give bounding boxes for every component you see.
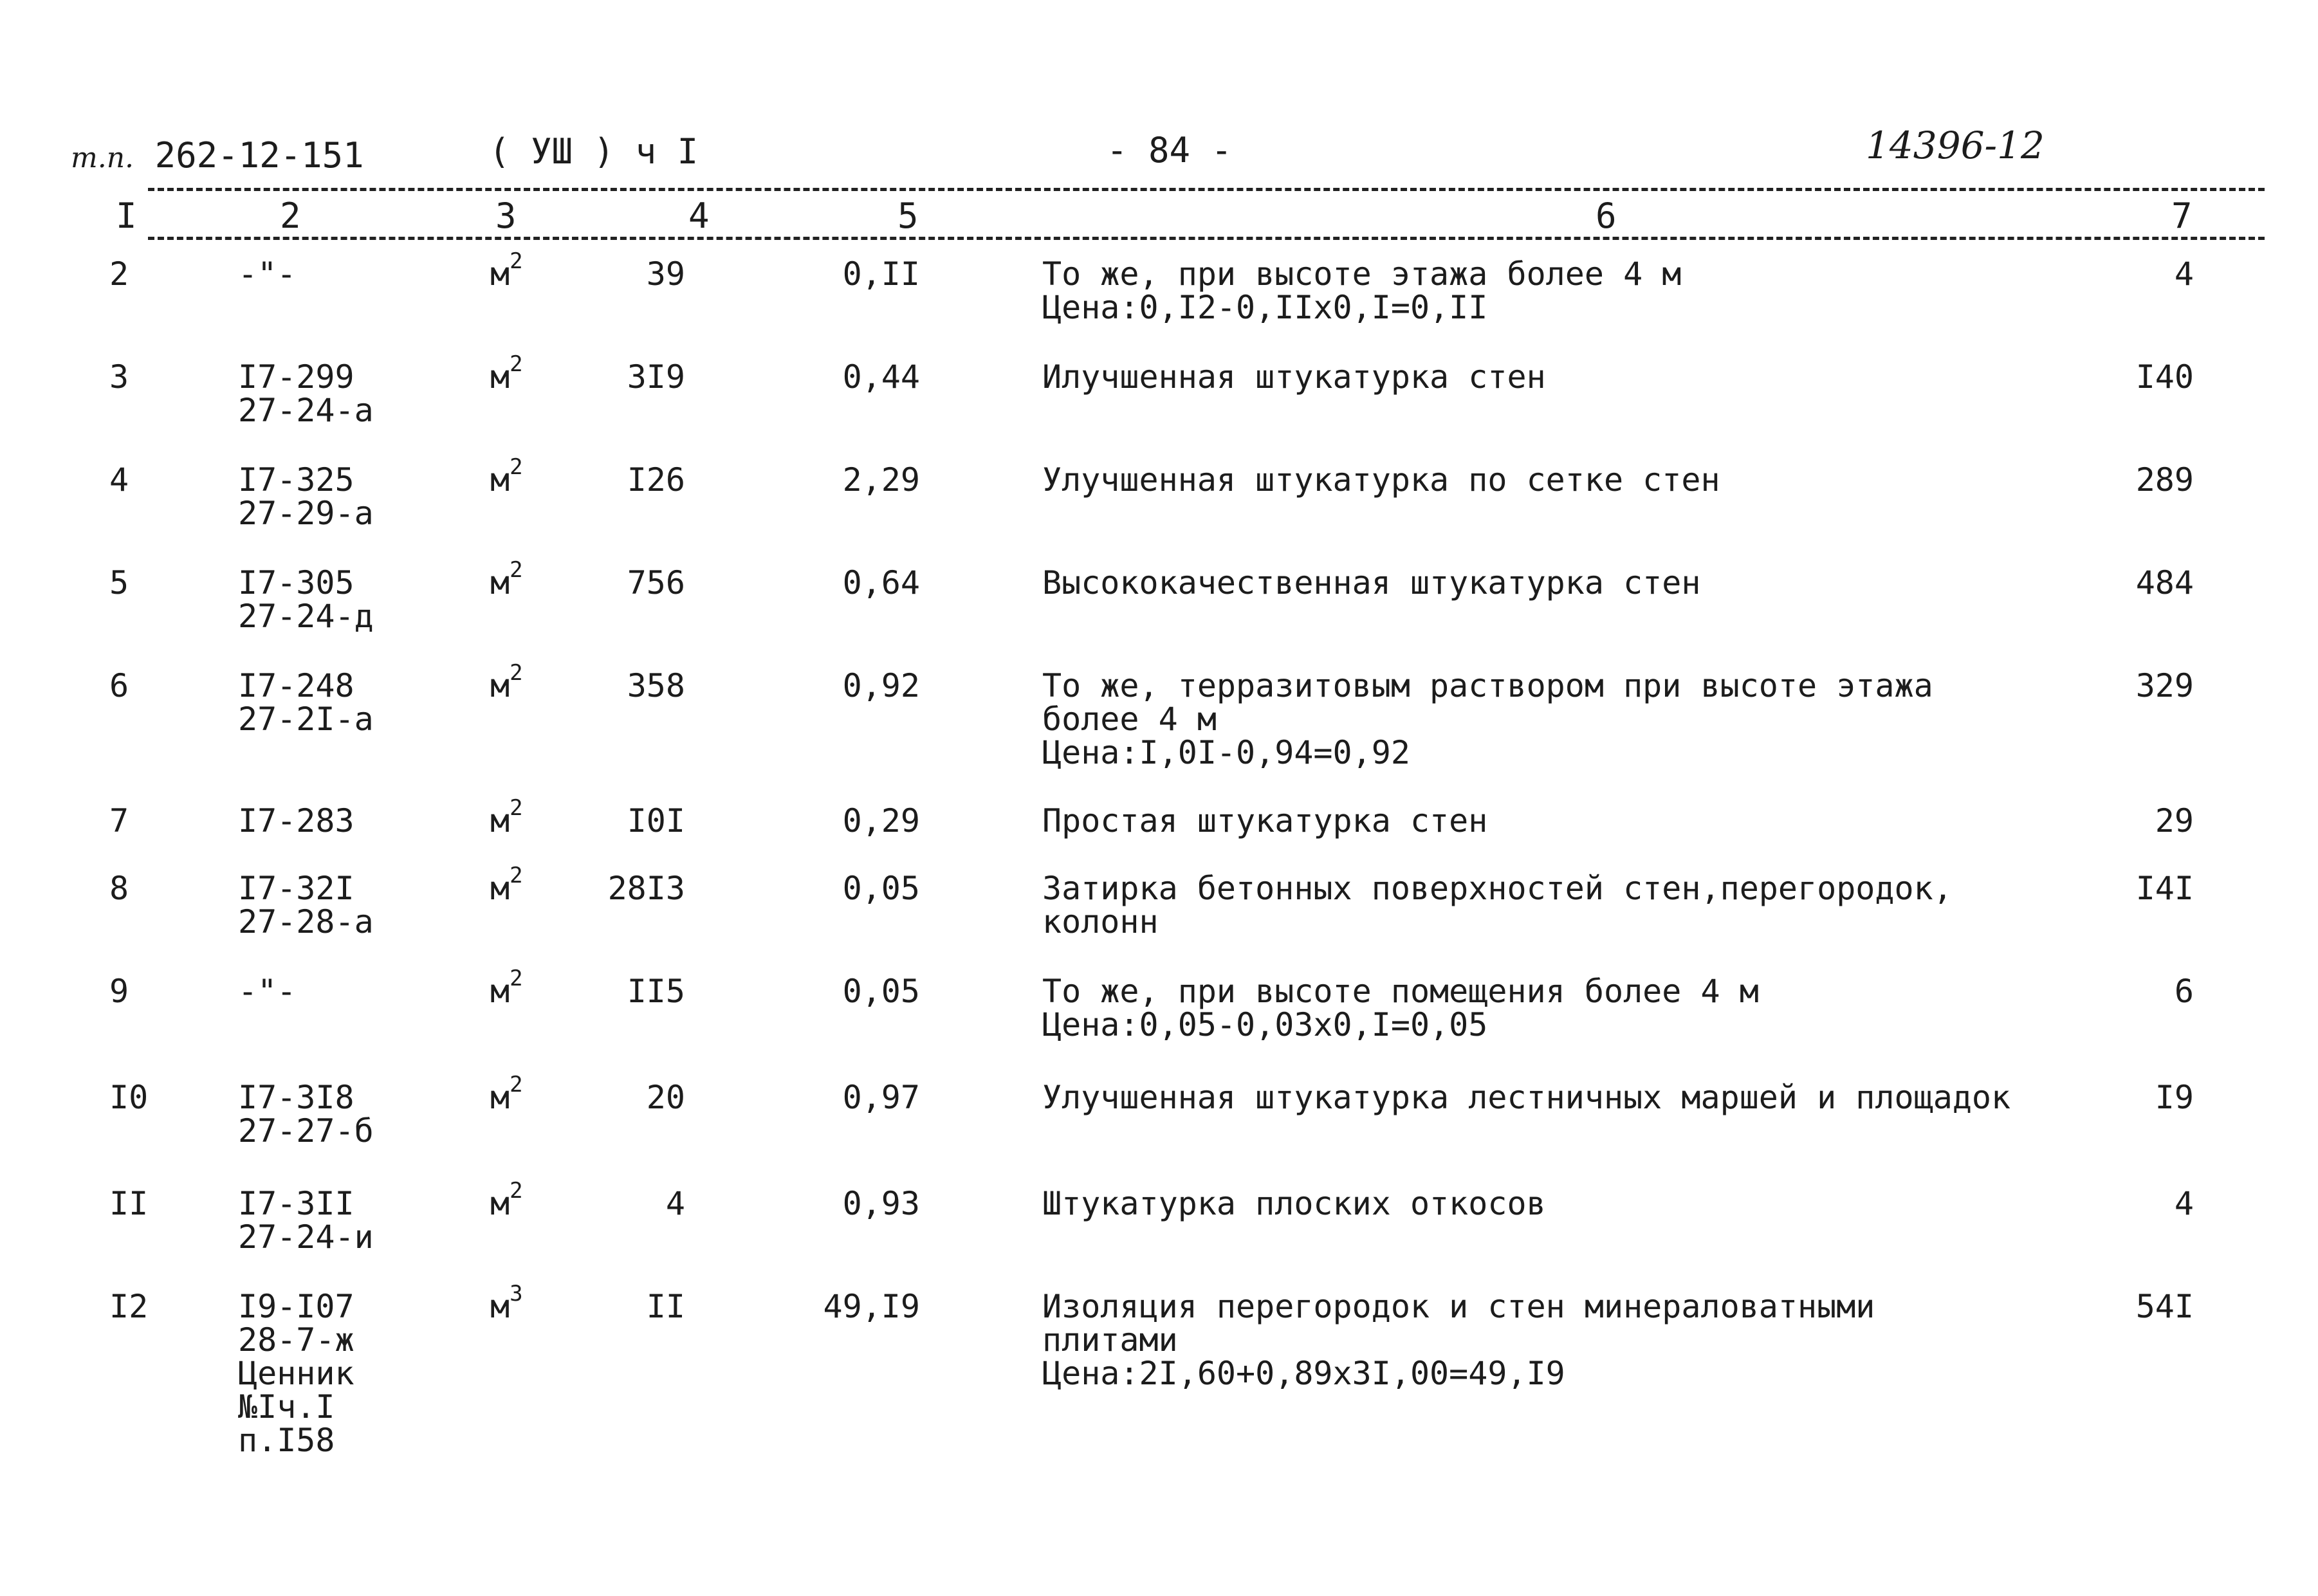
row-description-line: Цена:2I,60+0,89x3I,00=49,I9 — [1042, 1355, 1565, 1392]
page-number: - 84 - — [1107, 130, 1233, 170]
row-quantity: 39 — [646, 255, 685, 293]
row-number: 9 — [109, 973, 129, 1010]
unit-symbol: м — [490, 1079, 510, 1116]
row-description — [1042, 1187, 1546, 1220]
unit-symbol: м — [490, 1185, 510, 1222]
row-quantity: II — [646, 1288, 685, 1325]
row-code — [238, 566, 374, 633]
unit-power: 2 — [510, 966, 523, 992]
row-code — [238, 1187, 374, 1254]
row-description-line: Цена:0,I2-0,IIx0,I=0,II — [1042, 289, 1488, 326]
row-number: I0 — [109, 1079, 149, 1116]
row-unit — [490, 660, 523, 704]
row-description — [1042, 257, 1681, 324]
row-total: 6 — [2174, 973, 2194, 1010]
row-total: 289 — [2135, 461, 2194, 499]
row-unit — [490, 557, 523, 601]
unit-power: 2 — [510, 795, 523, 821]
row-description-line: Штукатурка плоских откосов — [1042, 1185, 1546, 1222]
row-code-line: 27-28-а — [238, 903, 374, 940]
row-unit-price: 0,29 — [842, 802, 920, 839]
row-code-line: I7-3II — [238, 1185, 354, 1222]
row-code-line: I9-I07 — [238, 1288, 354, 1325]
row-description — [1042, 872, 1953, 939]
row-total: I4I — [2135, 870, 2194, 907]
row-description-line: То же, терразитовым раствором при высоте этажа — [1042, 667, 1933, 704]
row-unit-price: 0,44 — [842, 358, 920, 396]
row-code-line: I7-283 — [238, 802, 354, 839]
row-description-line: То же, при высоте помещения более 4 м — [1042, 973, 1759, 1010]
row-description-line: Улучшенная штукатурка лестничных маршей и площадок — [1042, 1079, 2011, 1116]
row-unit-price: 0,97 — [842, 1079, 920, 1116]
row-unit — [490, 795, 523, 839]
row-number: I2 — [109, 1288, 149, 1325]
row-unit-price: 0,93 — [842, 1185, 920, 1222]
row-code-line: -"- — [238, 255, 297, 293]
header-divider-top — [148, 188, 2265, 191]
row-code-line: I7-248 — [238, 667, 354, 704]
row-number: 2 — [109, 255, 129, 293]
row-description-line: Затирка бетонных поверхностей стен,перегородок, — [1042, 870, 1953, 907]
doc-code — [71, 136, 364, 178]
unit-power: 2 — [510, 248, 523, 275]
row-number: 3 — [109, 358, 129, 396]
row-code — [238, 1081, 374, 1148]
row-code-line: 27-29-а — [238, 495, 374, 532]
row-number: 7 — [109, 802, 129, 839]
section-label: ( УШ ) ч I — [489, 131, 699, 172]
unit-symbol: м — [490, 1288, 510, 1325]
row-unit-price: 0,64 — [842, 564, 920, 601]
row-unit-price: 0,05 — [842, 973, 920, 1010]
column-number-2: 2 — [280, 196, 301, 236]
unit-power: 2 — [510, 863, 523, 889]
column-number-3: 3 — [495, 196, 517, 236]
row-code — [238, 257, 296, 291]
row-code — [238, 804, 354, 838]
row-quantity: I26 — [627, 461, 685, 499]
row-unit — [490, 863, 523, 907]
row-description-line: Высококачественная штукатурка стен — [1042, 564, 1701, 601]
row-code-line: I7-32I — [238, 870, 354, 907]
row-description-line: Цена:I,0I-0,94=0,92 — [1042, 734, 1410, 771]
unit-power: 3 — [510, 1281, 523, 1307]
row-unit — [490, 351, 523, 396]
row-description-line: плитами — [1042, 1321, 1178, 1359]
row-total: 29 — [2155, 802, 2194, 839]
row-description-line: Простая штукатурка стен — [1042, 802, 1488, 839]
row-code — [238, 975, 296, 1008]
row-description — [1042, 360, 1546, 394]
row-number: II — [109, 1185, 149, 1222]
row-code-line: Ценник — [238, 1355, 354, 1392]
row-code-line: 27-24-а — [238, 392, 374, 429]
row-quantity: I0I — [627, 802, 685, 839]
row-code — [238, 463, 374, 530]
unit-symbol: м — [490, 802, 510, 839]
unit-power: 2 — [510, 1178, 523, 1204]
row-total: 54I — [2135, 1288, 2194, 1325]
row-unit — [490, 454, 523, 499]
row-code — [238, 1290, 354, 1457]
row-description — [1042, 669, 1933, 769]
row-code-line: I7-305 — [238, 564, 354, 601]
row-unit — [490, 1281, 523, 1325]
row-code-line: 27-24-д — [238, 598, 374, 635]
row-number: 5 — [109, 564, 129, 601]
row-description-line: Илучшенная штукатурка стен — [1042, 358, 1546, 396]
doc-prefix: т.п. — [71, 142, 134, 174]
row-quantity: 28I3 — [607, 870, 685, 907]
row-description — [1042, 804, 1487, 838]
row-unit-price: 0,05 — [842, 870, 920, 907]
row-code-line: 27-24-и — [238, 1218, 374, 1256]
row-code-line: I7-299 — [238, 358, 354, 396]
row-code-line: I7-325 — [238, 461, 354, 499]
row-description-line: То же, при высоте этажа более 4 м — [1042, 255, 1682, 293]
unit-power: 2 — [510, 660, 523, 686]
row-unit-price: 49,I9 — [823, 1288, 920, 1325]
row-code-line: 28-7-ж — [238, 1321, 354, 1359]
row-quantity: 3I9 — [627, 358, 685, 396]
row-code — [238, 872, 374, 939]
column-number-5: 5 — [897, 196, 919, 236]
unit-symbol: м — [490, 255, 510, 293]
unit-power: 2 — [510, 557, 523, 583]
row-code-line: №Iч.I — [238, 1388, 335, 1426]
row-unit-price: 0,II — [842, 255, 920, 293]
column-number-4: 4 — [688, 196, 710, 236]
row-code-line: 27-2I-а — [238, 701, 374, 738]
row-quantity: 756 — [627, 564, 685, 601]
row-number: 6 — [109, 667, 129, 704]
column-number-7: 7 — [2171, 196, 2193, 236]
row-code-line: -"- — [238, 973, 297, 1010]
row-total: 329 — [2135, 667, 2194, 704]
row-description — [1042, 566, 1701, 600]
row-unit — [490, 248, 523, 293]
row-quantity: II5 — [627, 973, 685, 1010]
doc-code-number: 262-12-151 — [154, 135, 364, 176]
header-divider-bottom — [148, 237, 2265, 240]
column-number-6: 6 — [1596, 196, 1617, 236]
row-description — [1042, 463, 1720, 497]
row-quantity: 20 — [646, 1079, 685, 1116]
row-unit — [490, 1178, 523, 1222]
row-unit-price: 0,92 — [842, 667, 920, 704]
unit-symbol: м — [490, 358, 510, 396]
row-code — [238, 669, 374, 736]
row-unit-price: 2,29 — [842, 461, 920, 499]
row-description-line: Цена:0,05-0,03x0,I=0,05 — [1042, 1006, 1488, 1043]
unit-power: 2 — [510, 1072, 523, 1098]
unit-symbol: м — [490, 461, 510, 499]
row-quantity: 358 — [627, 667, 685, 704]
unit-power: 2 — [510, 454, 523, 481]
row-code-line: I7-3I8 — [238, 1079, 354, 1116]
row-description — [1042, 1081, 2010, 1114]
unit-symbol: м — [490, 973, 510, 1010]
unit-symbol: м — [490, 564, 510, 601]
row-description-line: Улучшенная штукатурка по сетке стен — [1042, 461, 1720, 499]
row-total: 4 — [2174, 1185, 2194, 1222]
row-number: 8 — [109, 870, 129, 907]
row-code-line: п.I58 — [238, 1422, 335, 1459]
row-description-line: более 4 м — [1042, 701, 1217, 738]
row-number: 4 — [109, 461, 129, 499]
row-code-line: 27-27-б — [238, 1112, 374, 1150]
unit-power: 2 — [510, 351, 523, 378]
row-description-line: Изоляция перегородок и стен минераловатными — [1042, 1288, 1875, 1325]
row-unit — [490, 1072, 523, 1116]
unit-symbol: м — [490, 667, 510, 704]
row-total: I40 — [2135, 358, 2194, 396]
row-unit — [490, 966, 523, 1010]
column-number-1: I — [116, 196, 137, 236]
row-description-line: колонн — [1042, 903, 1159, 940]
row-total: I9 — [2155, 1079, 2194, 1116]
row-total: 484 — [2135, 564, 2194, 601]
row-total: 4 — [2174, 255, 2194, 293]
row-description — [1042, 975, 1759, 1041]
row-description — [1042, 1290, 1875, 1390]
row-code — [238, 360, 374, 427]
unit-symbol: м — [490, 870, 510, 907]
row-quantity: 4 — [665, 1185, 685, 1222]
sheet-number: 14396-12 — [1866, 124, 2045, 167]
